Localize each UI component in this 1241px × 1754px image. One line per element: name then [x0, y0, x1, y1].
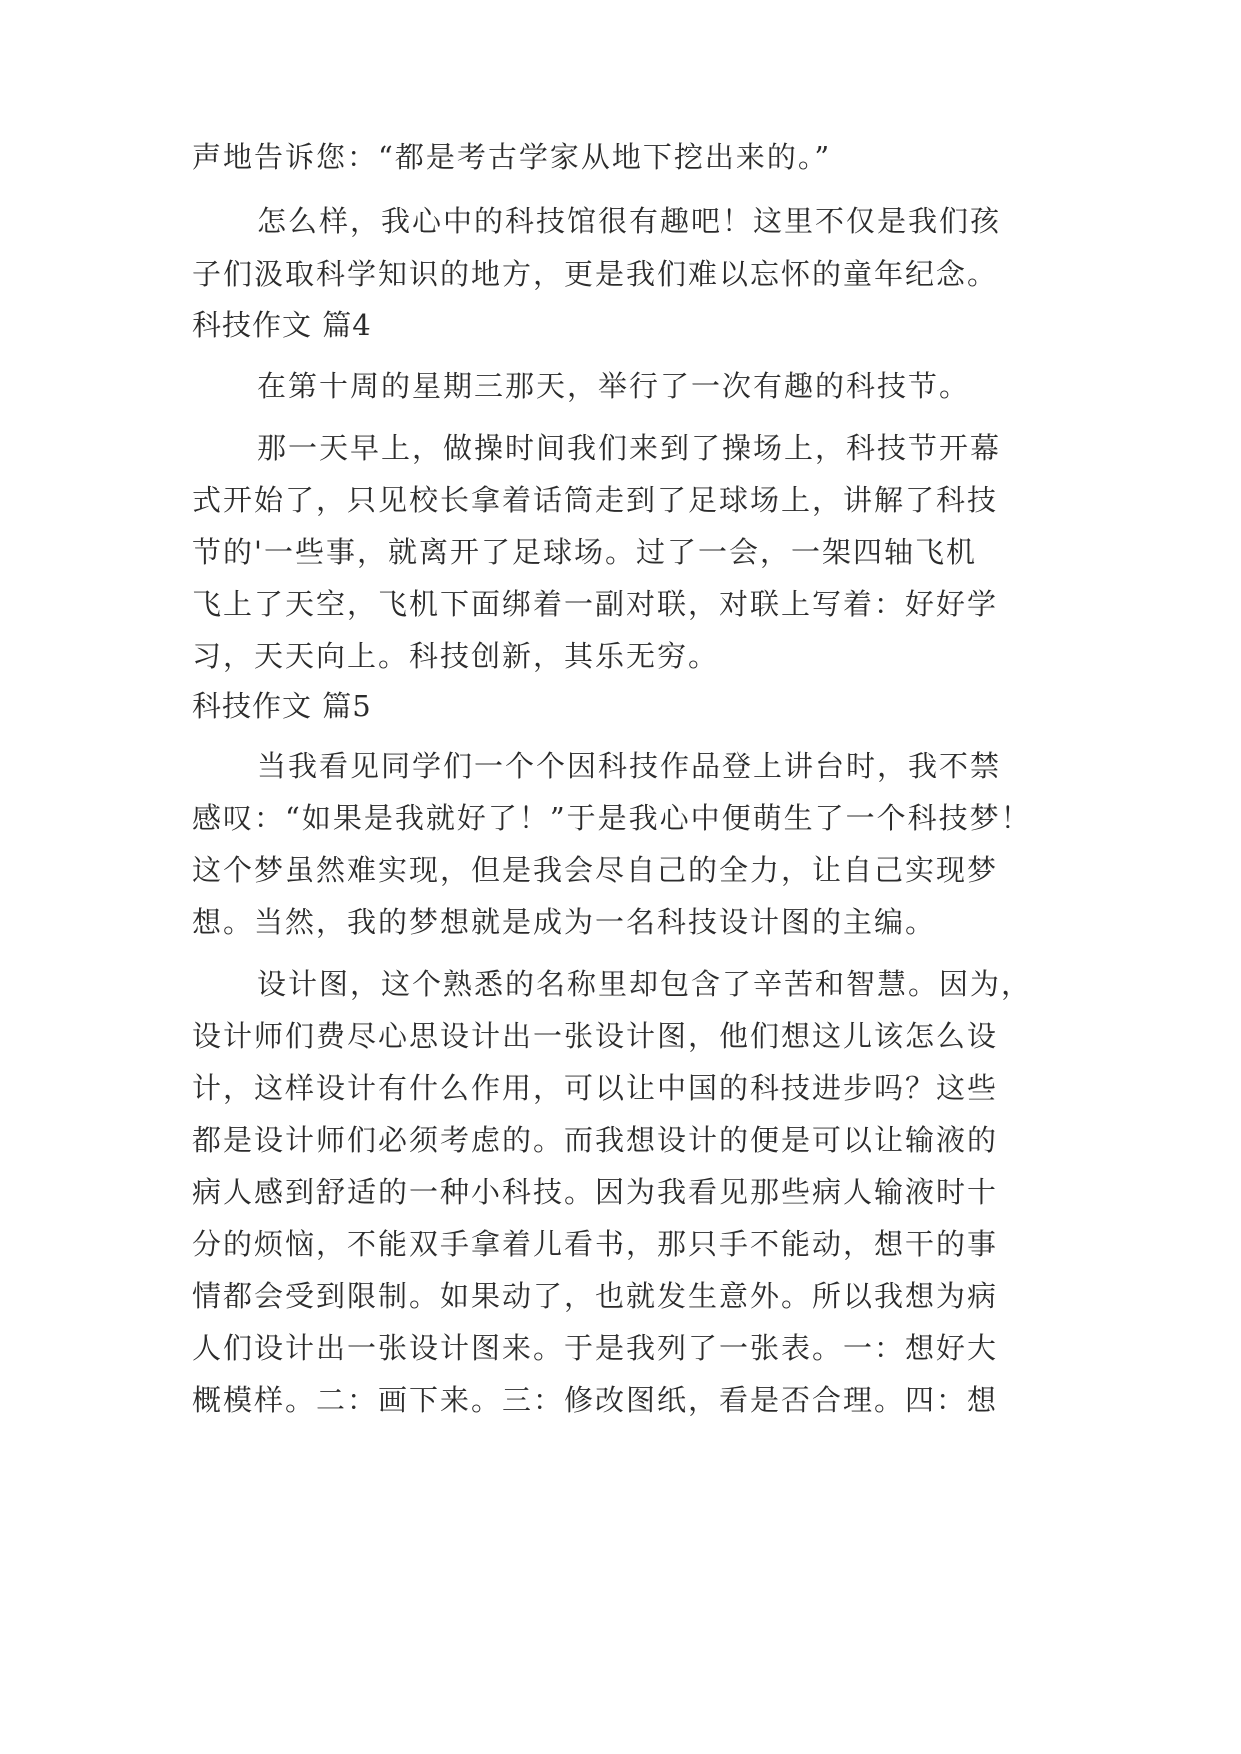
text-line: 子们汲取科学知识的地方，更是我们难以忘怀的童年纪念。: [192, 257, 999, 291]
text-line: 这个梦虽然难实现，但是我会尽自己的全力，让自己实现梦: [192, 853, 999, 887]
text-line: 情都会受到限制。如果动了，也就发生意外。所以我想为病: [192, 1279, 999, 1313]
section-heading: 科技作文 篇5: [192, 689, 372, 723]
text-line: 当我看见同学们一个个因科技作品登上讲台时，我不禁: [257, 749, 1002, 783]
text-line: 节的'一些事，就离开了足球场。过了一会，一架四轴飞机: [192, 535, 977, 569]
text-line: 设计师们费尽心思设计出一张设计图，他们想这儿该怎么设: [192, 1019, 999, 1053]
text-line: 感叹：“如果是我就好了！”于是我心中便萌生了一个科技梦！: [192, 801, 1032, 835]
text-line: 病人感到舒适的一种小科技。因为我看见那些病人输液时十: [192, 1175, 999, 1209]
text-line: 想。当然，我的梦想就是成为一名科技设计图的主编。: [192, 905, 937, 939]
text-line: 分的烦恼，不能双手拿着儿看书，那只手不能动，想干的事: [192, 1227, 999, 1261]
section-heading: 科技作文 篇4: [192, 308, 372, 342]
text-line: 式开始了，只见校长拿着话筒走到了足球场上，讲解了科技: [192, 483, 999, 517]
text-line: 习，天天向上。科技创新，其乐无穷。: [192, 639, 720, 673]
text-line: 都是设计师们必须考虑的。而我想设计的便是可以让输液的: [192, 1123, 999, 1157]
text-line: 设计图，这个熟悉的名称里却包含了辛苦和智慧。因为，: [257, 967, 1033, 1001]
text-line: 那一天早上，做操时间我们来到了操场上，科技节开幕: [257, 431, 1002, 465]
text-line: 计，这样设计有什么作用，可以让中国的科技进步吗？这些: [192, 1071, 999, 1105]
text-line: 在第十周的星期三那天，举行了一次有趣的科技节。: [257, 369, 971, 403]
text-line: 怎么样，我心中的科技馆很有趣吧！这里不仅是我们孩: [257, 204, 1002, 238]
text-line: 声地告诉您：“都是考古学家从地下挖出来的。”: [192, 140, 832, 174]
text-line: 概模样。二：画下来。三：修改图纸，看是否合理。四：想: [192, 1383, 999, 1417]
text-line: 人们设计出一张设计图来。于是我列了一张表。一：想好大: [192, 1331, 999, 1365]
text-line: 飞上了天空，飞机下面绑着一副对联，对联上写着：好好学: [192, 587, 999, 621]
